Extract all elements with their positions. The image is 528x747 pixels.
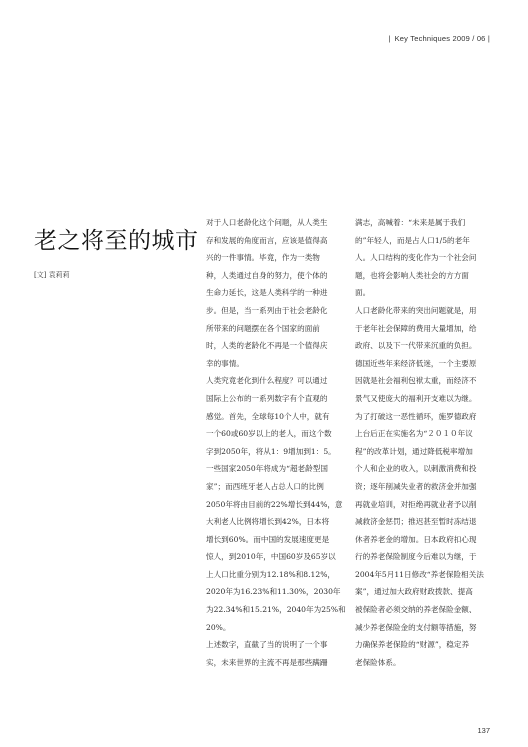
header-text: Key Techniques 2009 / 06 | xyxy=(394,34,490,43)
paragraph: 满志，高喊着：“未来是属于我们 的”年轻人，而是占人口1/5的老年 人。人口结构的变化作为一个社会问 题，也将会影响人类社会的方方面 面。 xyxy=(355,218,477,298)
article-title: 老之将至的城市 xyxy=(34,228,199,254)
text-column-2 xyxy=(355,214,497,671)
text-column-1 xyxy=(206,214,346,671)
article-author: [文] 袁莉莉 xyxy=(34,271,70,279)
paragraph: 人口老龄化带来的突出问题就是，用 于老年社会保障的费用大量增加，给 政府、以及下一代带来沉重的负担。 德国近些年来经济低迷，一个主要原 因就是社会福利包袱太重，而经济不 景气又使庞大的福利开支难以为继。 为了打破这一恶性循环，施罗德政府 上台后正在实施名为“２０１０年议 程”的改革计划，通过降低税率增加 个人和企业的收入，以刺激消费和投 资；逐年削减失业者的救济金并加强 再就业培训，对拒绝再就业者予以削 减救济金惩罚；推迟甚至暂时冻结退 休者养老金的增加。日本政府扣心现 行的养老保险制度今后难以为继，于 2004年5月11日修改“养老保险相关法 案”，通过加大政府财政拨款、提高 被保险者必须交纳的养老保险金额、 减少养老保险金的支付额等措施，努 力确保养老保险的“财源”，稳定养 老保险体系。 xyxy=(355,305,484,667)
paragraph: 对于人口老龄化这个问题，从人类生 存和发展的角度而言，应该是值得高 兴的一件事情。毕竟，作为一类物 种，人类通过自身的努力，使个体的 生命力延长，这是人类科学的一种进 步。但是，当一系列由于社会老龄化 所带来的问题摆在各个国家的面前 时，人类的老龄化不再是一个值得庆 幸的事情。 xyxy=(206,218,328,368)
page-number: 137 xyxy=(477,726,490,735)
running-header xyxy=(388,34,490,43)
paragraph: 上述数字，直截了当的说明了一个事 实，未来世界的主流不再是那些蹒跚 xyxy=(206,640,328,667)
paragraph: 人类究竟老化到什么程度？可以通过 国际上公布的一系列数字有个直观的 感觉。首先，全球每10个人中，就有 一个60或60岁以上的老人，而这个数 字到2050年，将从1：9增加到1：5。 一些国家2050年将成为“超老龄型国 家”；而西班牙老人占总人口的比例 2050年将由目前的22%增长到44%，意 大利老人比例将增长到42%，日本将 增长到60%。而中国的发展速度更是 惊人，到2010年，中国60岁及65岁以 上人口比重分别为12.18%和8.12%， 2020年为16.23%和11.30%，2030年 为22.34%和15.21%，2040年为25%和 20%。 xyxy=(206,376,346,632)
header-bar: | xyxy=(388,34,391,43)
